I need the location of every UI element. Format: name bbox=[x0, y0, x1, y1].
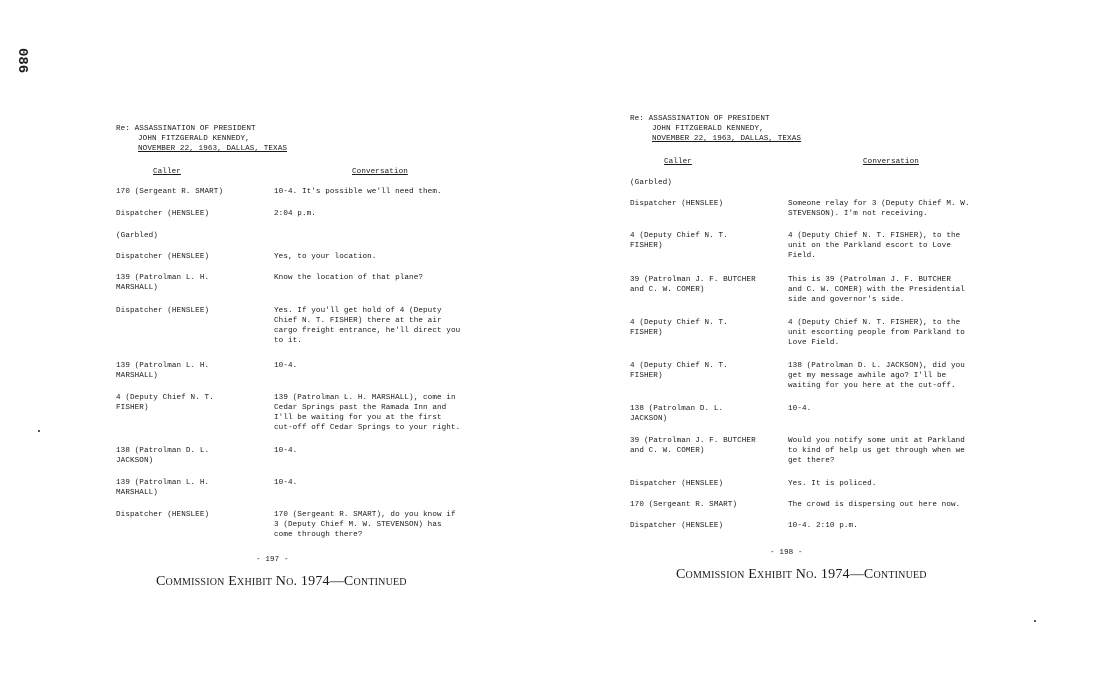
scan-speck bbox=[38, 430, 40, 432]
right-header-name: JOHN FITZGERALD KENNEDY, bbox=[652, 125, 764, 133]
side-page-number: 086 bbox=[14, 48, 30, 74]
left-exhibit-caption: Commission Exhibit No. 1974—Continued bbox=[156, 574, 407, 589]
left-header-name: JOHN FITZGERALD KENNEDY, bbox=[138, 135, 250, 143]
right-row-4-caller: 4 (Deputy Chief N. T. FISHER) bbox=[630, 319, 728, 337]
left-row-5-conv: Yes. If you'll get hold of 4 (Deputy Chief N. T. FISHER) there at the air cargo freight entrance, he'll direct you to it. bbox=[274, 307, 461, 345]
left-row-6-conv: 10-4. bbox=[274, 362, 298, 370]
right-exhibit-caption: Commission Exhibit No. 1974—Continued bbox=[676, 567, 927, 582]
left-row-0-caller: 170 (Sergeant R. SMART) bbox=[116, 188, 224, 196]
right-row-1-conv: Someone relay for 3 (Deputy Chief M. W. STEVENSON). I'm not receiving. bbox=[788, 200, 970, 218]
right-header bbox=[630, 114, 801, 144]
right-header-date: NOVEMBER 22, 1963, DALLAS, TEXAS bbox=[652, 135, 802, 143]
right-row-8-conv: Yes. It is policed. bbox=[788, 480, 877, 488]
left-row-8-conv: 10-4. bbox=[274, 447, 298, 455]
right-row-2-caller: 4 (Deputy Chief N. T. FISHER) bbox=[630, 232, 728, 250]
left-row-5-caller: Dispatcher (HENSLEE) bbox=[116, 307, 210, 315]
left-row-1-caller: Dispatcher (HENSLEE) bbox=[116, 210, 210, 218]
right-row-0-caller: (Garbled) bbox=[630, 179, 672, 187]
right-header-re: Re: ASSASSINATION OF PRESIDENT bbox=[630, 115, 770, 123]
left-row-0-conv: 10-4. It's possible we'll need them. bbox=[274, 188, 442, 196]
left-row-4-conv: Know the location of that plane? bbox=[274, 274, 424, 282]
right-row-3-caller: 39 (Patrolman J. F. BUTCHER and C. W. COMER) bbox=[630, 276, 756, 294]
left-row-4-caller: 139 (Patrolman L. H. MARSHALL) bbox=[116, 274, 210, 292]
left-col-caller: Caller bbox=[153, 168, 181, 176]
left-row-8-caller: 138 (Patrolman D. L. JACKSON) bbox=[116, 447, 210, 465]
right-row-3-conv: This is 39 (Patrolman J. F. BUTCHER and C. W. COMER) with the Presidential side and governor's side. bbox=[788, 276, 965, 304]
right-row-9-caller: 170 (Sergeant R. SMART) bbox=[630, 501, 738, 509]
right-row-6-caller: 138 (Patrolman D. L. JACKSON) bbox=[630, 405, 724, 423]
right-row-9-conv: The crowd is dispersing out here now. bbox=[788, 501, 961, 509]
left-col-conversation: Conversation bbox=[352, 168, 408, 176]
left-row-7-caller: 4 (Deputy Chief N. T. FISHER) bbox=[116, 394, 214, 412]
left-row-7-conv: 139 (Patrolman L. H. MARSHALL), come in Cedar Springs past the Ramada Inn and I'll be waiting for you at the first cut-off off Cedar Springs to your right. bbox=[274, 394, 461, 432]
left-row-6-caller: 139 (Patrolman L. H. MARSHALL) bbox=[116, 362, 210, 380]
left-header-date: NOVEMBER 22, 1963, DALLAS, TEXAS bbox=[138, 145, 288, 153]
right-row-7-caller: 39 (Patrolman J. F. BUTCHER and C. W. COMER) bbox=[630, 437, 756, 455]
scan-speck bbox=[1034, 620, 1036, 622]
right-page-number: - 198 - bbox=[770, 549, 803, 557]
right-row-10-conv: 10-4. 2:10 p.m. bbox=[788, 522, 858, 530]
left-row-10-caller: Dispatcher (HENSLEE) bbox=[116, 511, 210, 519]
left-header-re: Re: ASSASSINATION OF PRESIDENT bbox=[116, 125, 256, 133]
right-row-1-caller: Dispatcher (HENSLEE) bbox=[630, 200, 724, 208]
right-row-4-conv: 4 (Deputy Chief N. T. FISHER), to the unit escorting people from Parkland to Love Field. bbox=[788, 319, 965, 347]
right-col-caller: Caller bbox=[664, 158, 692, 166]
left-row-1-conv: 2:04 p.m. bbox=[274, 210, 316, 218]
left-header bbox=[116, 124, 287, 154]
right-row-2-conv: 4 (Deputy Chief N. T. FISHER), to the unit on the Parkland escort to Love Field. bbox=[788, 232, 961, 260]
left-row-10-conv: 170 (Sergeant R. SMART), do you know if 3 (Deputy Chief M. W. STEVENSON) has come through there? bbox=[274, 511, 456, 539]
right-row-8-caller: Dispatcher (HENSLEE) bbox=[630, 480, 724, 488]
right-row-5-conv: 138 (Patrolman D. L. JACKSON), did you get my message awhile ago? I'll be waiting for you here at the cut-off. bbox=[788, 362, 965, 390]
right-row-5-caller: 4 (Deputy Chief N. T. FISHER) bbox=[630, 362, 728, 380]
left-page-number: - 197 - bbox=[256, 556, 289, 564]
left-row-3-conv: Yes, to your location. bbox=[274, 253, 377, 261]
right-row-6-conv: 10-4. bbox=[788, 405, 812, 413]
right-col-conversation: Conversation bbox=[863, 158, 919, 166]
left-row-9-caller: 139 (Patrolman L. H. MARSHALL) bbox=[116, 479, 210, 497]
left-row-3-caller: Dispatcher (HENSLEE) bbox=[116, 253, 210, 261]
right-row-10-caller: Dispatcher (HENSLEE) bbox=[630, 522, 724, 530]
left-row-2-caller: (Garbled) bbox=[116, 232, 158, 240]
left-row-9-conv: 10-4. bbox=[274, 479, 298, 487]
right-row-7-conv: Would you notify some unit at Parkland to kind of help us get through when we get there? bbox=[788, 437, 965, 465]
